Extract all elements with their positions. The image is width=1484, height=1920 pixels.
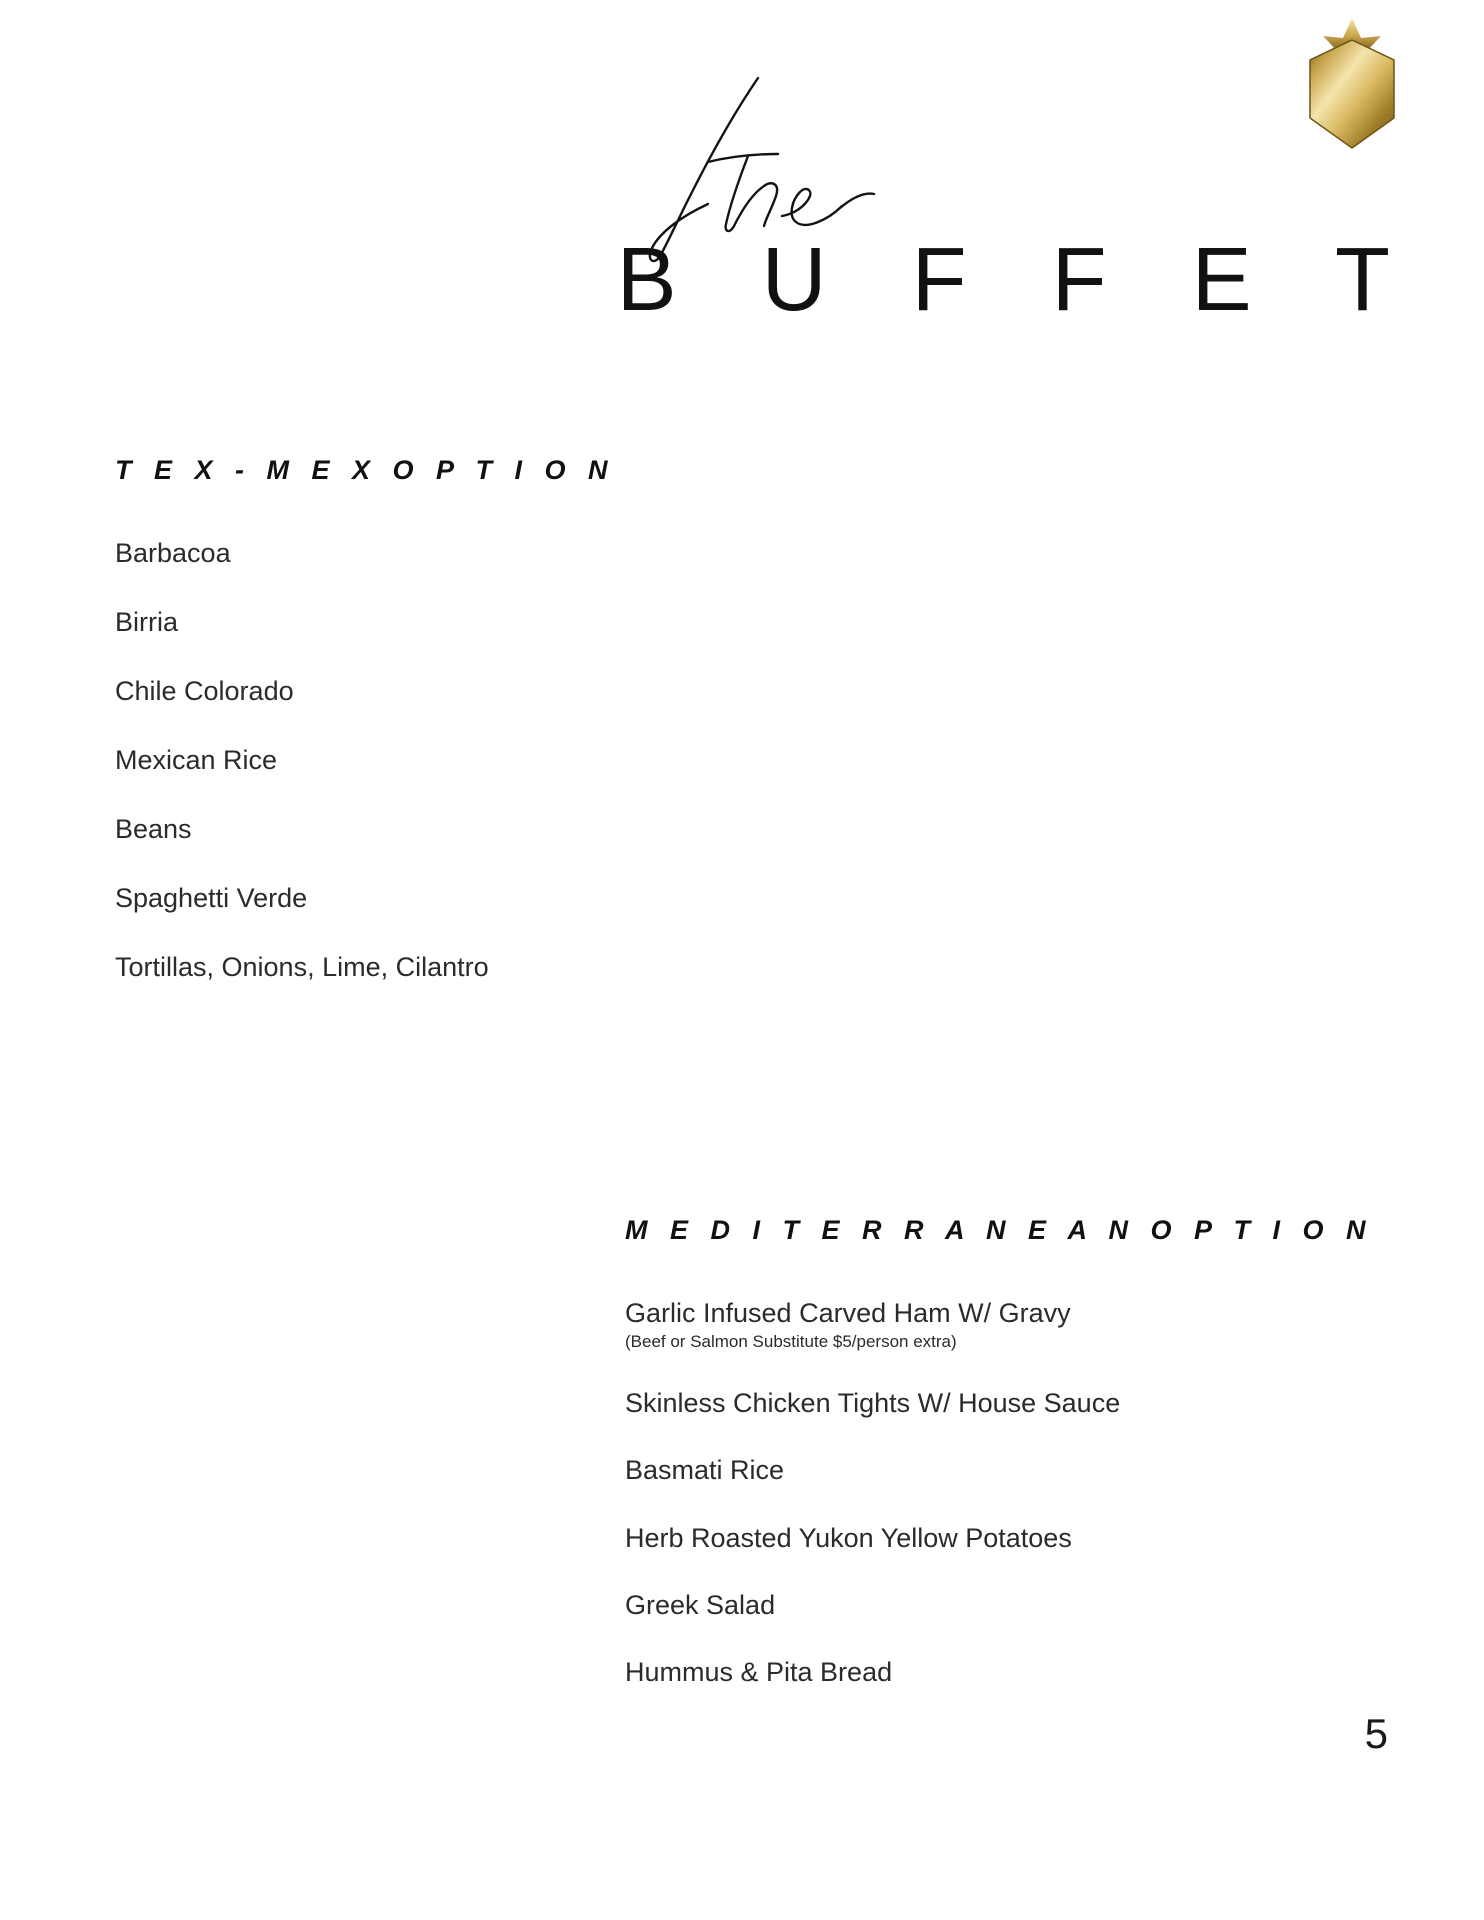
menu-item-name: Chile Colorado	[115, 676, 294, 707]
menu-item-name: Skinless Chicken Tights W/ House Sauce	[625, 1388, 1121, 1419]
menu-item	[115, 745, 815, 776]
menu-item	[625, 1298, 1425, 1352]
menu-item-note: (Beef or Salmon Substitute $5/person extra)	[625, 1332, 957, 1352]
section-title-mediterranean: M E D I T E R R A N E A N O P T I O N	[625, 1215, 1374, 1245]
menu-item-name: Greek Salad	[625, 1589, 776, 1620]
section-tex-mex	[115, 455, 815, 983]
section-mediterranean	[625, 1215, 1425, 1724]
menu-item-name: Garlic Infused Carved Ham W/ Gravy	[625, 1298, 1071, 1328]
menu-item-name: Barbacoa	[115, 538, 231, 568]
page-number: 5	[1364, 1710, 1388, 1757]
menu-item	[115, 814, 815, 845]
menu-item-name: Herb Roasted Yukon Yellow Potatoes	[625, 1522, 1072, 1553]
gold-pomegranate-logo	[1282, 14, 1422, 159]
menu-item	[115, 676, 815, 707]
menu-item-name: Birria	[115, 607, 179, 638]
menu-item	[115, 952, 815, 983]
menu-item	[625, 1590, 1425, 1621]
menu-item-name: Hummus & Pita Bread	[625, 1656, 893, 1687]
menu-item	[625, 1523, 1425, 1554]
menu-item	[625, 1388, 1425, 1419]
menu-item	[625, 1455, 1425, 1486]
section-title-tex-mex: T E X - M E X O P T I O N	[115, 455, 616, 485]
menu-item	[115, 883, 815, 914]
menu-item	[115, 538, 815, 569]
page-title: B U F F E T	[616, 230, 1420, 330]
page-header	[0, 0, 1484, 360]
menu-item-name: Basmati Rice	[625, 1455, 785, 1486]
menu-item	[625, 1657, 1425, 1688]
menu-item	[115, 607, 815, 638]
menu-item-name: Beans	[115, 814, 192, 845]
menu-item-name: Tortillas, Onions, Lime, Cilantro	[115, 952, 489, 983]
menu-item-name: Spaghetti Verde	[115, 883, 308, 914]
menu-item-name: Mexican Rice	[115, 745, 278, 776]
